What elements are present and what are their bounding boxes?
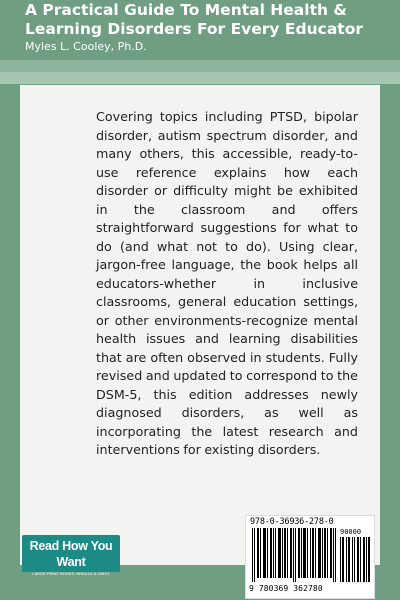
barcode-icon bbox=[252, 528, 336, 582]
publisher-tagline: LARGE PRINT BOOKS, BRAILLE & DAISY bbox=[32, 571, 110, 576]
decorative-stripe bbox=[0, 72, 400, 84]
isbn-label: 978-0-36936-278-0 bbox=[250, 517, 334, 527]
book-author: Myles L. Cooley, Ph.D. bbox=[25, 40, 147, 53]
book-description: Covering topics including PTSD, bipolar disorder, autism spectrum disorder, and many others, this accessible, ready-to-use reference explains how each disorder or difficulty might be exhibited in the classroom and offers straightforward suggestions for what to do (and what not to do). Using clear, jargon-free language, the book helps all educators-whether in inclusive classrooms, general education settings, or other environments-recognize mental health issues and learning disabilities that are often observed in students. Fully revised and updated to correspond to the DSM-5, this edition addresses newly diagnosed disorders, as well as incorporating the latest research and interventions for existing disorders. bbox=[96, 109, 358, 457]
title-block bbox=[0, 0, 400, 60]
publisher-name: Read How You Want bbox=[29, 539, 113, 569]
publisher-logo bbox=[22, 535, 120, 576]
addon-barcode-icon bbox=[340, 537, 370, 582]
book-title: A Practical Guide To Mental Health & Learning Disorders For Every Educator bbox=[25, 1, 364, 38]
decorative-stripe bbox=[0, 60, 400, 72]
isbn-digits: 9 780369 362780 bbox=[249, 584, 323, 593]
isbn-barcode bbox=[245, 515, 375, 599]
price-code: 90000 bbox=[340, 528, 362, 536]
